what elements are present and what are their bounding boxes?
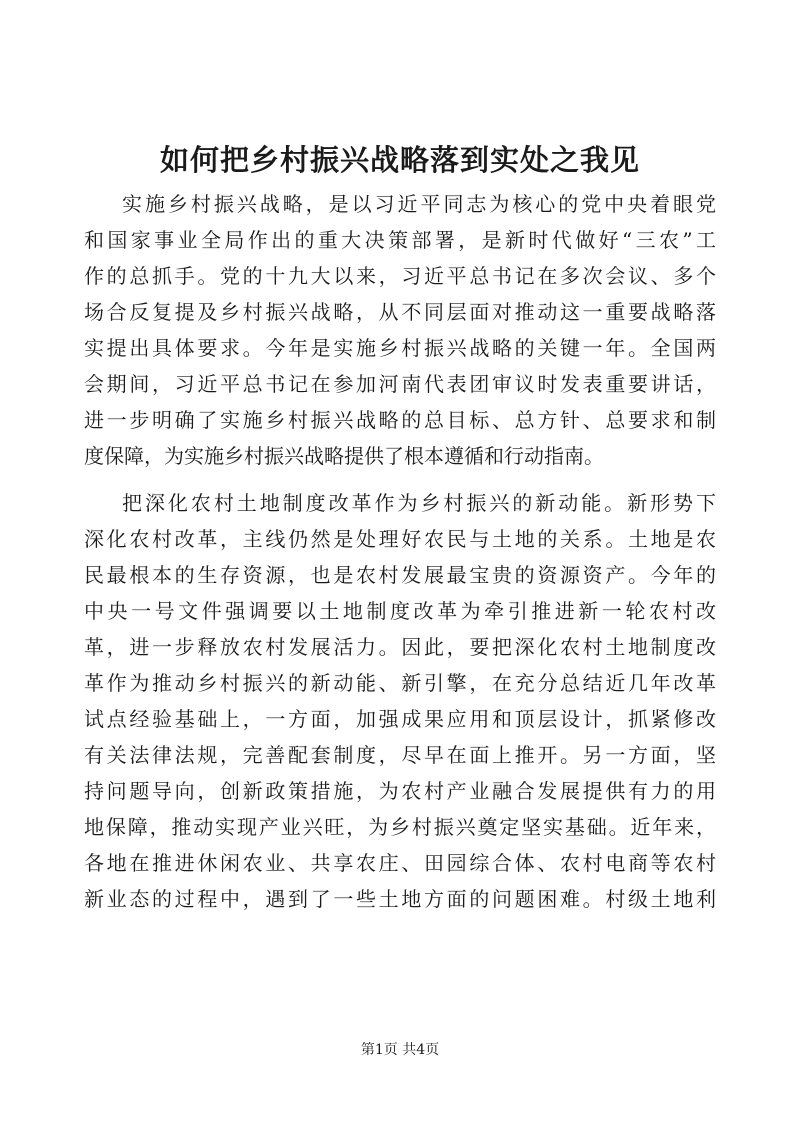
- page-number-footer: 第1页 共4页: [360, 1042, 440, 1058]
- paragraph-line: 持问题导向，创新政策措施，为农村产业融合发展提供有力的用: [84, 779, 716, 803]
- paragraph-line: 会期间，习近平总书记在参加河南代表团审议时发表重要讲话，: [84, 372, 716, 396]
- paragraph-line: 和国家事业全局作出的重大决策部署，是新时代做好“三农”工: [84, 228, 716, 252]
- paragraph-line: 革，进一步释放农村发展活力。因此，要把深化农村土地制度改: [84, 635, 716, 659]
- paragraph-line: 实提出具体要求。今年是实施乡村振兴战略的关键一年。全国两: [84, 336, 716, 360]
- paragraph-line: 中央一号文件强调要以土地制度改革为牵引推进新一轮农村改: [84, 599, 716, 623]
- paragraph-line: 进一步明确了实施乡村振兴战略的总目标、总方针、总要求和制: [84, 408, 716, 432]
- paragraph-spacer: [84, 474, 716, 485]
- paragraph-line: 试点经验基础上，一方面，加强成果应用和顶层设计，抓紧修改: [84, 707, 716, 731]
- paragraph-line: 民最根本的生存资源，也是农村发展最宝贵的资源资产。今年的: [84, 563, 716, 587]
- paragraph-line: 深化农村改革，主线仍然是处理好农民与土地的关系。土地是农: [84, 527, 716, 551]
- paragraph-line: 把深化农村土地制度改革作为乡村振兴的新动能。新形势下: [122, 491, 716, 515]
- paragraph-line: 地保障，推动实现产业兴旺，为乡村振兴奠定坚实基础。近年来，: [84, 815, 716, 839]
- paragraph-1: [84, 186, 716, 474]
- paragraph-line: 实施乡村振兴战略，是以习近平同志为核心的党中央着眼党: [122, 192, 716, 216]
- paragraph-line: 度保障，为实施乡村振兴战略提供了根本遵循和行动指南。: [84, 444, 604, 468]
- paragraph-line: 新业态的过程中，遇到了一些土地方面的问题困难。村级土地利: [84, 887, 716, 911]
- paragraph-line: 革作为推动乡村振兴的新动能、新引擎，在充分总结近几年改革: [84, 671, 716, 695]
- paragraph-line: 作的总抓手。党的十九大以来，习近平总书记在多次会议、多个: [84, 264, 716, 288]
- paragraph-2: [84, 485, 716, 917]
- document-title: 如何把乡村振兴战略落到实处之我见: [159, 143, 640, 177]
- document-body: [84, 186, 716, 917]
- paragraph-line: 各地在推进休闲农业、共享农庄、田园综合体、农村电商等农村: [84, 851, 716, 875]
- paragraph-line: 场合反复提及乡村振兴战略，从不同层面对推动这一重要战略落: [84, 300, 716, 324]
- paragraph-line: 有关法律法规，完善配套制度，尽早在面上推开。另一方面，坚: [84, 743, 716, 767]
